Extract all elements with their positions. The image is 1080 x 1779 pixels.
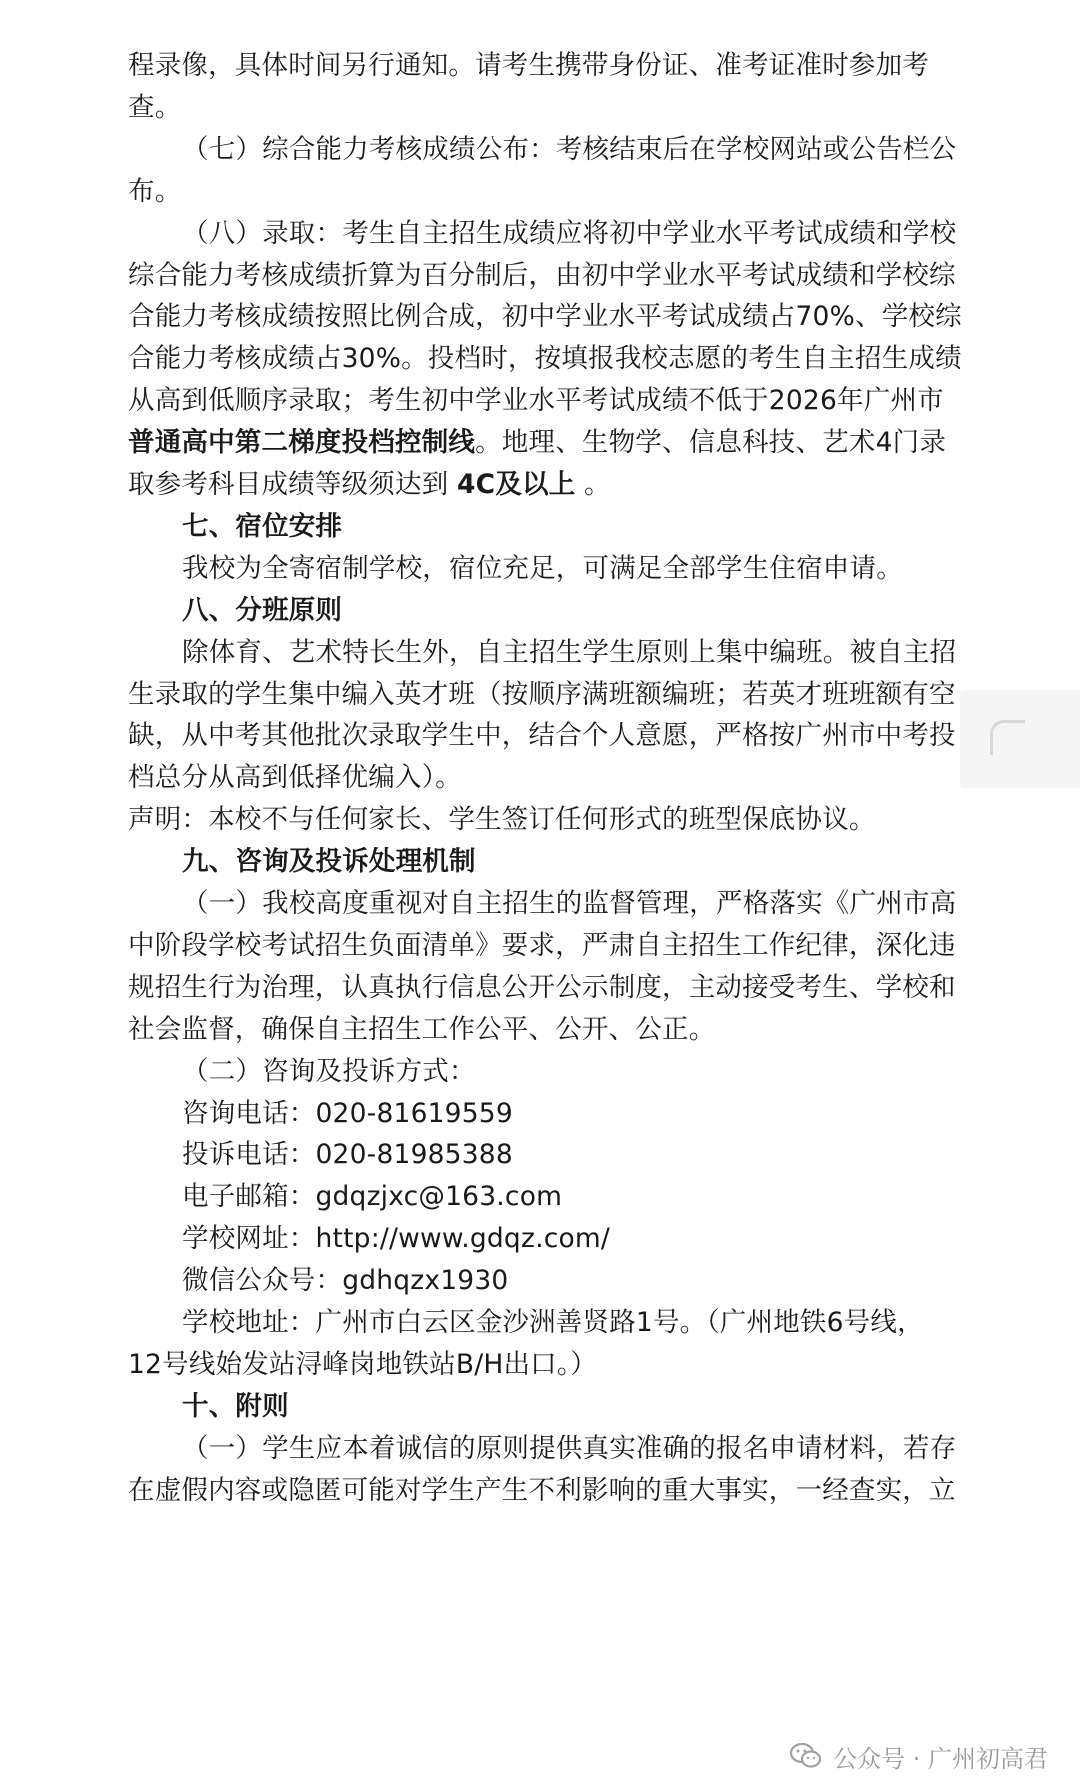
text-line: 合能力考核成绩占30%。投档时，按填报我校志愿的考生自主招生成绩 [128,343,962,375]
text-line: 除体育、艺术特长生外，自主招生学生原则上集中编班。被自主招 [182,636,957,668]
text-line: （二）咨询及投诉方式： [182,1055,476,1087]
text-line: 档总分从高到低择优编入）。 [128,762,462,794]
bold-phrase: 普通高中第二梯度投档控制线 [128,427,476,459]
text-line: 在虚假内容或隐匿可能对学生产生不利影响的重大事实，一经查实，立 [128,1474,956,1506]
text-line: 声明：本校不与任何家长、学生签订任何形式的班型保底协议。 [128,804,876,836]
text-line: 缺，从中考其他批次录取学生中，结合个人意愿，严格按广州市中考投 [128,720,956,752]
wechat-icon [789,1742,823,1770]
bold-phrase: 4C及以上 [457,469,576,500]
text-span: 取参考科目成绩等级须达到 [128,469,458,500]
text-line: 电子邮箱：gdqzjxc@163.com [182,1181,563,1213]
text-line: （八）录取：考生自主招生成绩应将初中学业水平考试成绩和学校 [182,217,957,249]
text-line: 社会监督，确保自主招生工作公平、公开、公正。 [128,1013,716,1045]
text-line: （一）学生应本着诚信的原则提供真实准确的报名申请材料，若存 [182,1432,957,1464]
text-line: 投诉电话：020-81985388 [182,1139,513,1171]
section-heading: 八、分班原则 [182,594,343,626]
text-line: 综合能力考核成绩折算为百分制后，由初中学业水平考试成绩和学校综 [128,259,956,291]
text-line: 咨询电话：020-81619559 [182,1097,513,1129]
text-line: 从高到低顺序录取；考生初中学业水平考试成绩不低于2026年广州市 [128,385,944,417]
text-line: 学校网址：http://www.gdqz.com/ [182,1223,611,1255]
corner-mark-icon [990,720,1025,755]
text-line: 我校为全寄宿制学校，宿位充足，可满足全部学生住宿申请。 [182,552,903,584]
text-line: （一）我校高度重视对自主招生的监督管理，严格落实《广州市高 [182,888,957,919]
text-span: 。地理、生物学、信息科技、艺术4门录 [475,427,947,459]
text-line [128,423,968,463]
text-line: 中阶段学校考试招生负面清单》要求，严肃自主招生工作纪律，深化违 [128,929,956,961]
text-line: （七）综合能力考核成绩公布：考核结束后在学校网站或公告栏公 [182,133,957,165]
text-span: 。 [575,469,611,500]
text-line: 规招生行为治理，认真执行信息公开公示制度，主动接受考生、学校和 [128,971,956,1003]
section-heading: 七、宿位安排 [182,510,343,542]
watermark-text: 公众号 · 广州初高君 [833,1744,1048,1773]
text-line: 查。 [128,91,182,123]
text-line: 12号线始发站浔峰岗地铁站B/H出口。） [128,1348,598,1380]
watermark [789,1741,1048,1771]
text-line: 合能力考核成绩按照比例合成，初中学业水平考试成绩占70%、学校综 [128,301,962,333]
text-line: 学校地址：广州市白云区金沙洲善贤路1号。（广州地铁6号线， [182,1307,924,1338]
text-line: 生录取的学生集中编入英才班（按顺序满班额编班；若英才班班额有空 [128,678,956,710]
section-heading: 九、咨询及投诉处理机制 [182,846,476,878]
text-line: 布。 [128,175,182,207]
text-line: 程录像，具体时间另行通知。请考生携带身份证、准考证准时参加考 [128,50,929,81]
side-tab[interactable] [960,690,1080,788]
section-heading: 十、附则 [182,1390,289,1422]
text-line [128,465,968,505]
text-line: 微信公众号：gdhqzx1930 [182,1265,509,1297]
